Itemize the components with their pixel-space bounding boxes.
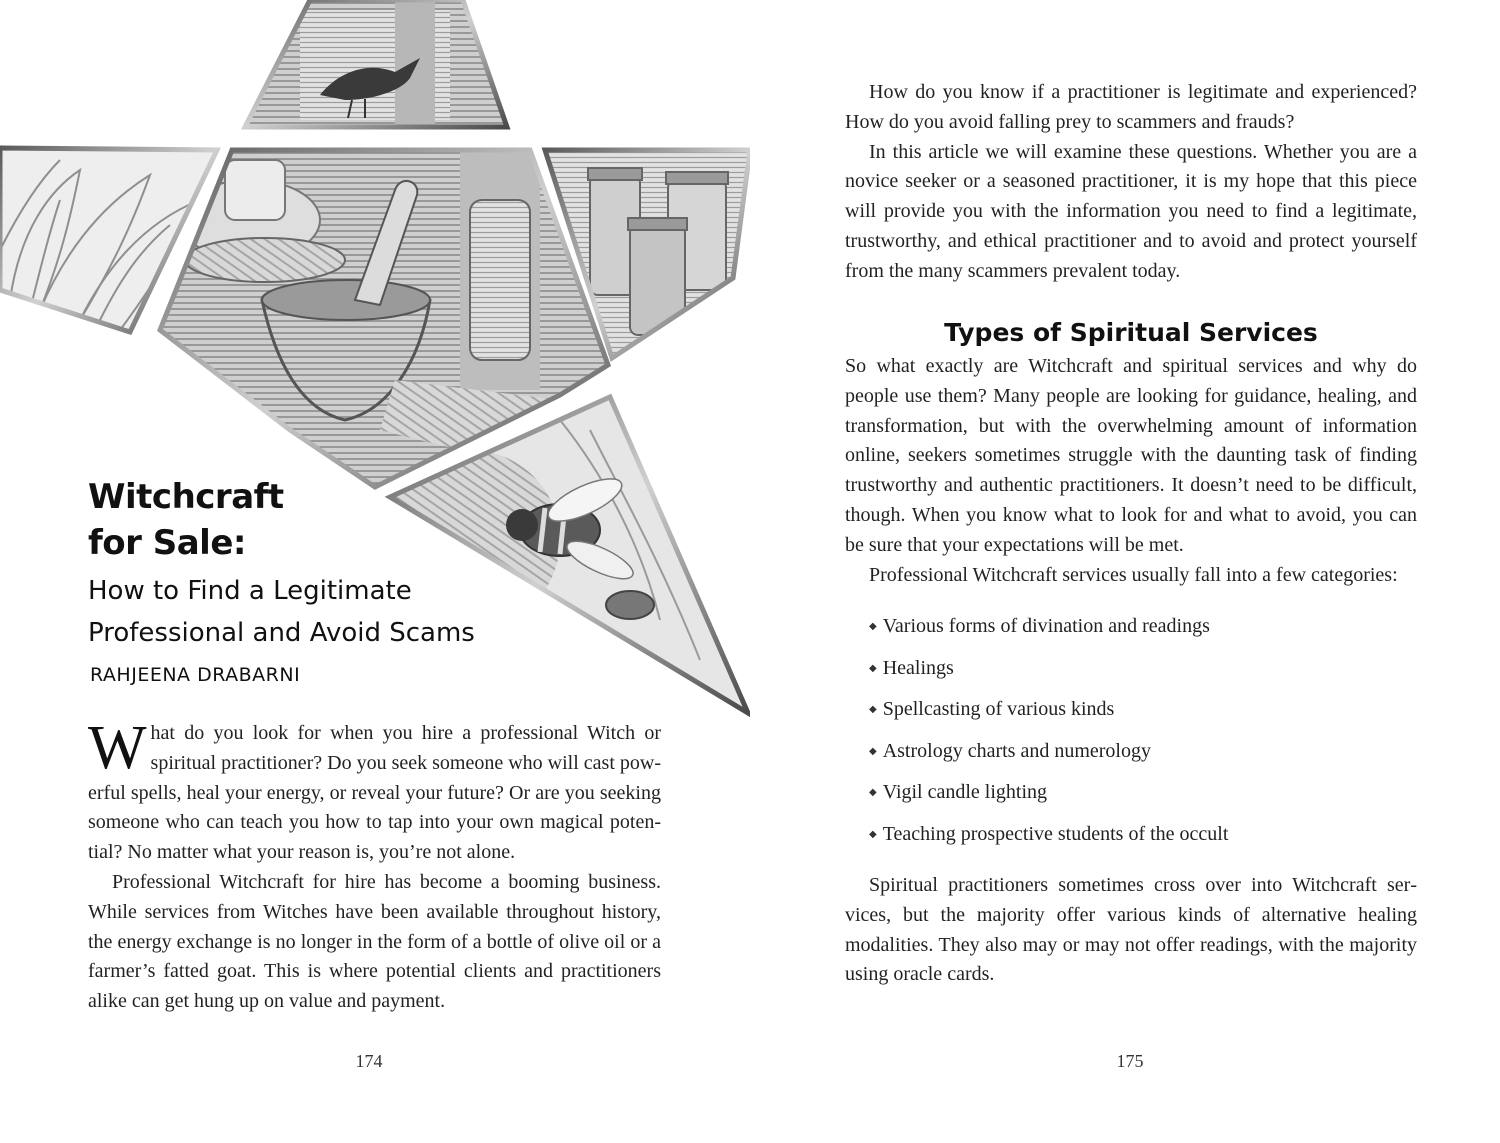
left-body-text — [88, 714, 661, 1017]
article-title-line-2: for Sale: — [88, 523, 246, 563]
article-title-line-1: Witchcraft — [88, 477, 284, 517]
diamond-bullet-icon: ◆ — [869, 787, 877, 799]
diamond-bullet-icon: ◆ — [869, 745, 877, 757]
list-item: ◆ Healings — [869, 653, 1429, 695]
list-item: ◆ Teaching prospective students of the occult — [869, 819, 1429, 861]
diamond-bullet-icon: ◆ — [869, 828, 877, 840]
services-list — [869, 611, 1429, 861]
page-number-left: 174 — [355, 1051, 383, 1071]
section-heading: Types of Spiritual Services — [944, 318, 1318, 347]
paragraph-6: Professional Witchcraft services usually fall into a few categories: — [869, 563, 1398, 586]
right-page — [750, 0, 1500, 1143]
article-title-block — [88, 474, 588, 690]
article-subtitle-line-1: How to Find a Legitimate — [88, 576, 412, 606]
article-subtitle-line-2: Professional and Avoid Scams — [88, 618, 475, 648]
paragraph-2: Professional Witchcraft for hire has become a booming business. While services from Witches have been available throughout history, the energy exchange is no longer in the form of a bottle of olive oil or a farmer’s fatted goat. This is where potential clients and practitioners alike can get hung up on value and payment. — [88, 870, 661, 1013]
list-item: ◆ Spellcasting of various kinds — [869, 694, 1429, 736]
right-intro-text — [845, 78, 1417, 287]
diamond-bullet-icon: ◆ — [869, 621, 877, 632]
author-name: RAHJEENA DRABARNI — [90, 664, 301, 686]
diamond-bullet-icon: ◆ — [869, 704, 877, 716]
opening-paragraph-text: hat do you look for when you hire a professional Witch or spiritual practitioner? Do you seek someone who will cast powerful spells, heal your energy, or reveal your future? Or are you seeking someone who can teach you how to tap into your own magical potential? No matter what your reason is, you’re not alone. — [88, 722, 661, 864]
diamond-bullet-icon: ◆ — [869, 662, 877, 674]
paragraph-5: So what exactly are Witchcraft and spiritual services and why do people use them? Many people are looking for guidance, healing, and transformation, but with the overwhelming amount of information online, seekers sometimes struggle with the daunting task of finding trustworthy and authentic practitioners. It doesn’t need to be difficult, though. When you know what to look for and what to avoid, you can be sure that your expectations will be met. — [845, 355, 1417, 556]
crow-panel — [245, 0, 507, 127]
page-number-right: 175 — [1116, 1051, 1144, 1071]
section-body-text — [845, 352, 1417, 590]
paragraph-3: How do you know if a practitioner is legitimate and experienced? How do you avoid falling prey to scammers and frauds? — [845, 81, 1417, 133]
list-item: ◆ Vigil candle lighting — [869, 777, 1429, 819]
paragraph-7: Spiritual practitioners sometimes cross over into Witchcraft services, but the majority offer various kinds of alternative healing modalities. They also may or may not offer readings, with the majority using oracle cards. — [845, 874, 1417, 986]
drop-cap: W — [88, 714, 147, 782]
paragraph-4: In this article we will examine these questions. Whether you are a novice seeker or a seasoned practitioner, it is my hope that this piece will provide you with the information you need to find a legitimate, trustworthy, and ethical practitioner and to avoid and protect yourself from the many scammers prevalent today. — [845, 140, 1417, 282]
closing-text — [845, 871, 1417, 990]
list-item: ◆ Astrology charts and numerology — [869, 736, 1429, 778]
list-item: ◆ Various forms of divination and readings — [869, 611, 1429, 653]
opening-paragraph — [88, 714, 661, 868]
